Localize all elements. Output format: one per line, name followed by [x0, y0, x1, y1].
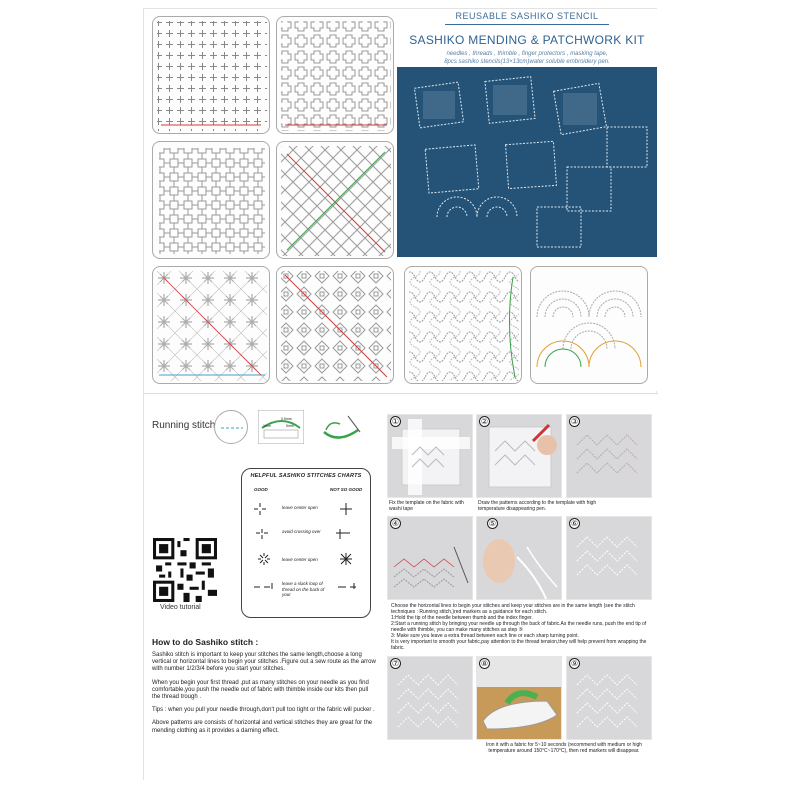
howto-heading: How to do Sashiko stitch : [152, 637, 259, 647]
step-1-caption: Fix the template on the fabric with washi tape [389, 500, 464, 512]
step-1-number: ① [391, 417, 400, 426]
chart-title: HELPFUL SASHIKO STITCHES CHARTS [250, 473, 362, 479]
needle-thread-diagram [318, 410, 364, 446]
stencil-seigaiha [530, 266, 648, 384]
step-5-number: ⑤ [488, 519, 497, 528]
stencil-diamond-chain [276, 266, 394, 384]
step-5-photo [476, 516, 562, 600]
stitch-size-label-2: 1mm [263, 424, 271, 428]
crosses-small-pattern [153, 17, 270, 134]
header-kicker: REUSABLE SASHIKO STENCIL [445, 11, 608, 25]
diagonal-grid-pattern [277, 142, 394, 259]
step-4-photo [387, 516, 473, 600]
stencil-crosses-large [276, 16, 394, 134]
howto-paragraph-1: Sashiko stitch is important to keep your stitches the same length,choose a long vertical or horizontal lines to begin your stitches .Figure out a sew route as the arrow with number 1/2/3/4 before you start your stitches. [152, 652, 376, 673]
seigaiha-pattern [531, 267, 648, 384]
step-7-number: ⑦ [391, 659, 400, 668]
stencil-asanoha-stars [152, 266, 270, 384]
instruction-2: 1:Hold the tip of the needle between thumb and the index finger. [391, 615, 533, 621]
step-8-photo [476, 656, 562, 740]
stencil-diagonal-grid [276, 141, 394, 259]
chart-tip-2: avoid crossing over [282, 529, 321, 534]
stitch-circle-diagram [214, 410, 248, 444]
header-subtitle-2: 8pcs sashiko stencils(13×13cm)water soluble embroidery pen. [444, 59, 610, 65]
instruction-5: It is very important to smooth your fabric,pay attention to the thread tension,they will help prevent from wrapping the fabric. [391, 639, 647, 651]
chart-tip-3: leave center open [282, 557, 318, 562]
chart-good-label: GOOD [254, 487, 268, 492]
stitches-chart [241, 468, 371, 618]
fabric-photo [397, 67, 657, 257]
diamond-chain-pattern [277, 267, 394, 384]
step-4-number: ④ [391, 519, 400, 528]
stencil-crosses-small [152, 16, 270, 134]
howto-paragraph-3: Tips : when you pull your needle through,don't pull too tight or the fabric will pucker . [152, 707, 375, 714]
step-9-photo [566, 656, 652, 740]
video-tutorial-label: Video tutorial [160, 604, 201, 611]
wave-curves-pattern [405, 267, 522, 384]
step-6-number: ⑥ [570, 519, 579, 528]
instruction-1: Choose the horizontal lines to begin your stitches and keep your stitches are in the same length (see the stitch techniques : Running stitch,)red markers as a guidance for each stitch. [391, 603, 635, 615]
step-9-caption: Iron it with a fabric for 5~10 seconds (recommend with medium or high temperature around 150°C~170°C), then red markers will disappear. [485, 742, 643, 754]
steps-instructions [391, 603, 653, 651]
howto-paragraph-2: When you begin your first thread ,put as many stitches on your needle as you find comfortable,you push the needle out of fabric with thimble inside our kits then pull the thread trough . [152, 679, 369, 701]
chart-not-good-label: NOT SO GOOD [330, 487, 363, 492]
instruction-4: 3: Make sure you leave a extra thread between each line or each sharp turning point. [391, 633, 579, 639]
stencil-wave-curves [404, 266, 522, 384]
step-1-photo [387, 414, 473, 498]
step-2-caption: Draw the patterns according to the template with high temperature disappearing pen. [478, 500, 597, 512]
stitch-size-label-1: 0.5mm [281, 417, 292, 421]
step-9-number: ⑨ [570, 659, 579, 668]
step-2-photo [476, 414, 562, 498]
running-stitch-label: Running stitch [152, 420, 216, 431]
header-title: SASHIKO MENDING & PATCHWORK KIT [409, 33, 645, 47]
instruction-3: 2:Start a running stitch by bringing your needle up through the back of fabric.As the needle runs, push the end tip of needle with thimble, you can make many stitches as step ⑤ [391, 621, 647, 633]
kit-header [397, 6, 657, 66]
square-links-pattern [153, 142, 270, 259]
asanoha-stars-pattern [153, 267, 270, 384]
fabric-patches-image [397, 67, 657, 257]
step-2-number: ② [480, 417, 489, 426]
stitch-size-label-3: 5mm [286, 424, 294, 428]
chart-tip-4: leave a slack loop of thread on the back of your [282, 581, 325, 597]
header-subtitle-1: needles , threads , thimble , finger protectors , masking tape, [446, 51, 608, 57]
stencil-square-links [152, 141, 270, 259]
howto-section [152, 637, 377, 741]
qr-code[interactable] [153, 538, 217, 602]
step-3-number: ③ [570, 417, 579, 426]
step-6-photo [566, 516, 652, 600]
step-8-number: ⑧ [480, 659, 489, 668]
step-3-photo [566, 414, 652, 498]
step-7-photo [387, 656, 473, 740]
howto-paragraph-4: Above patterns are consists of horizontal and vertical stitches they are great for the mending clothing as it provides a darning effect. [152, 720, 373, 734]
chart-tip-1: leave center open [282, 505, 318, 510]
crosses-large-pattern [277, 17, 394, 134]
